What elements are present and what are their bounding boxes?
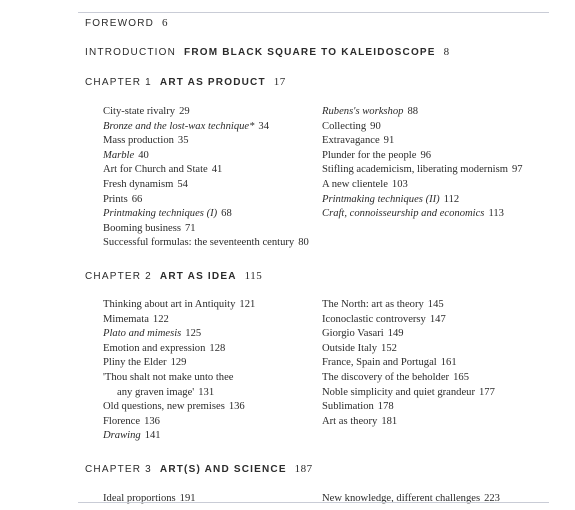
toc-entry-page: 141 <box>144 430 161 442</box>
toc-entry-title: The discovery of the beholder <box>322 371 450 383</box>
toc-entry <box>103 105 309 120</box>
toc-entry-title: Collecting <box>322 120 367 132</box>
toc-entry-page: 40 <box>138 149 149 161</box>
toc-entry-title: Successful formulas: the seventeenth century <box>103 237 295 249</box>
toc-entry-title: Bronze and the lost-wax technique* <box>103 120 255 132</box>
toc-entry <box>103 207 309 222</box>
foreword-heading <box>85 17 168 29</box>
toc-entry-title: New knowledge, different challenges <box>322 493 481 504</box>
toc-entry-page: 112 <box>443 193 460 205</box>
toc-entry <box>322 386 495 401</box>
toc-entry <box>103 163 309 178</box>
toc-entry-title: Iconoclastic controversy <box>322 313 426 325</box>
toc-entry <box>322 371 495 386</box>
toc-entry-page: 66 <box>131 193 143 205</box>
toc-entry-title: Florence <box>103 415 141 427</box>
toc-entry-page: 136 <box>144 415 160 427</box>
toc-entry <box>103 236 309 251</box>
toc-entry-page: 178 <box>377 401 394 413</box>
toc-entry-title: Craft, connoisseurship and economics <box>322 208 485 220</box>
toc-entry-title: Emotion and expression <box>103 342 206 354</box>
toc-entry-page: 147 <box>429 313 446 325</box>
chapter-page: 115 <box>244 270 263 282</box>
chapter-3-left-column <box>103 492 196 507</box>
chapter-title: ART(S) AND SCIENCE <box>159 464 287 475</box>
chapter-title: ART AS PRODUCT <box>159 77 266 88</box>
toc-entry-page: 131 <box>198 386 215 398</box>
toc-entry <box>103 415 255 430</box>
chapter-label: CHAPTER 1 <box>85 77 152 88</box>
toc-entry-title: Giorgio Vasari <box>322 328 384 340</box>
toc-entry <box>322 149 523 164</box>
toc-entry-page: 165 <box>453 371 469 383</box>
toc-entry-title: Plunder for the people <box>322 149 417 161</box>
chapter-2-right-column <box>322 298 495 429</box>
toc-entry-page: 71 <box>185 222 196 234</box>
toc-entry <box>322 134 523 149</box>
toc-entry-title: Fresh dynamism <box>103 178 174 190</box>
toc-entry <box>322 120 523 135</box>
toc-entry <box>103 134 309 149</box>
toc-entry <box>103 178 309 193</box>
chapter-1-right-column <box>322 105 523 222</box>
toc-entry <box>322 356 495 371</box>
chapter-1-heading <box>85 76 286 88</box>
toc-entry <box>322 492 500 507</box>
toc-entry <box>322 193 523 208</box>
toc-entry-page: 136 <box>228 401 245 413</box>
chapter-page: 187 <box>294 463 313 475</box>
chapter-page: 17 <box>273 76 286 88</box>
toc-entry-title: 'Thou shalt not make unto thee <box>103 371 234 383</box>
toc-entry-page: 29 <box>179 106 190 117</box>
chapter-2-heading <box>85 270 262 282</box>
toc-entry <box>103 149 309 164</box>
toc-entry-title: France, Spain and Portugal <box>322 357 437 369</box>
toc-entry-page: 152 <box>381 342 397 354</box>
toc-entry-title: Booming business <box>103 222 181 234</box>
toc-entry-title: City-state rivalry <box>103 106 176 117</box>
toc-entry <box>103 120 309 135</box>
toc-entry-title: Printmaking techniques (II) <box>322 193 440 205</box>
chapter-title: ART AS IDEA <box>159 271 237 282</box>
toc-entry-page: 90 <box>370 120 381 132</box>
chapter-label: CHAPTER 3 <box>85 464 152 475</box>
toc-entry-page: 121 <box>239 299 256 310</box>
toc-entry-title: Art for Church and State <box>103 164 208 176</box>
toc-entry <box>103 400 255 415</box>
toc-entry-page: 128 <box>209 342 226 354</box>
toc-entry-page: 80 <box>298 237 309 249</box>
introduction-label: INTRODUCTION <box>85 47 177 58</box>
toc-entry-title: Old questions, new premises <box>103 401 225 413</box>
chapter-3-heading <box>85 463 313 475</box>
toc-entry-page: 145 <box>427 299 444 310</box>
toc-entry-title: Sublimation <box>322 401 374 413</box>
toc-entry-page: 129 <box>170 357 187 369</box>
introduction-title: FROM BLACK SQUARE TO KALEIDOSCOPE <box>184 47 436 58</box>
toc-entry <box>322 105 523 120</box>
top-rule <box>78 12 549 13</box>
chapter-label: CHAPTER 2 <box>85 271 152 282</box>
toc-entry <box>103 371 255 386</box>
toc-entry-title: Mimemata <box>103 313 149 325</box>
toc-entry <box>322 400 495 415</box>
toc-entry <box>322 207 523 222</box>
toc-entry <box>322 163 523 178</box>
introduction-heading <box>85 46 450 58</box>
toc-entry-title: Stifling academicism, liberating modernism <box>322 164 508 176</box>
toc-entry-title: Drawing <box>103 430 141 442</box>
toc-entry-title: The North: art as theory <box>322 299 424 310</box>
toc-entry-page: 122 <box>152 313 169 325</box>
toc-entry <box>322 327 495 342</box>
toc-entry <box>322 298 495 313</box>
toc-entry-title: Thinking about art in Antiquity <box>103 299 236 310</box>
toc-entry <box>103 327 255 342</box>
introduction-page: 8 <box>443 46 450 58</box>
toc-entry-title: Printmaking techniques (I) <box>103 208 218 220</box>
toc-entry <box>322 313 495 328</box>
toc-entry-title: Extravagance <box>322 135 380 147</box>
toc-entry <box>103 313 255 328</box>
toc-entry-title: Prints <box>103 193 128 205</box>
toc-entry-title: Pliny the Elder <box>103 357 167 369</box>
bottom-rule <box>78 502 549 503</box>
toc-entry-title: Plato and mimesis <box>103 328 182 340</box>
toc-entry-page: 35 <box>177 135 189 147</box>
toc-entry <box>103 342 255 357</box>
toc-entry-title: Rubens's workshop <box>322 106 404 117</box>
toc-entry <box>322 178 523 193</box>
toc-entry-page: 223 <box>484 493 500 504</box>
toc-entry-page: 191 <box>179 493 196 504</box>
toc-entry-title: Outside Italy <box>322 342 378 354</box>
toc-entry <box>103 429 255 444</box>
chapter-3-right-column <box>322 492 500 507</box>
toc-entry-page: 34 <box>258 120 270 132</box>
toc-entry <box>322 415 495 430</box>
toc-entry-title: Art as theory <box>322 415 378 427</box>
toc-entry-page: 177 <box>478 386 495 398</box>
chapter-1-left-column <box>103 105 309 251</box>
toc-entry <box>103 222 309 237</box>
toc-entry <box>103 492 196 507</box>
toc-entry-page: 54 <box>177 178 188 190</box>
toc-entry-page: 103 <box>391 178 408 190</box>
toc-entry-title: Ideal proportions <box>103 493 176 504</box>
foreword-page: 6 <box>162 17 169 29</box>
toc-entry-page: 88 <box>407 106 419 117</box>
toc-entry <box>103 298 255 313</box>
toc-entry-page: 125 <box>185 328 202 340</box>
toc-entry-page: 68 <box>221 208 232 220</box>
toc-entry-page: 181 <box>381 415 398 427</box>
toc-entry-page: 41 <box>211 164 223 176</box>
toc-entry-title: A new clientele <box>322 178 388 190</box>
toc-entry-page: 96 <box>420 149 432 161</box>
chapter-2-left-column <box>103 298 255 444</box>
toc-entry-page: 161 <box>440 357 457 369</box>
toc-entry-page: 97 <box>511 164 523 176</box>
toc-entry-page: 113 <box>488 208 504 220</box>
toc-entry-title: Marble <box>103 149 135 161</box>
toc-entry <box>103 356 255 371</box>
toc-entry-page: 91 <box>383 135 395 147</box>
toc-entry <box>103 193 309 208</box>
toc-entry <box>322 342 495 357</box>
toc-entry <box>103 386 255 401</box>
toc-entry-title: any graven image' <box>117 386 195 398</box>
toc-entry-title: Noble simplicity and quiet grandeur <box>322 386 475 398</box>
toc-entry-page: 149 <box>387 328 404 340</box>
toc-entry-title: Mass production <box>103 135 174 147</box>
foreword-label: FOREWORD <box>85 18 155 29</box>
